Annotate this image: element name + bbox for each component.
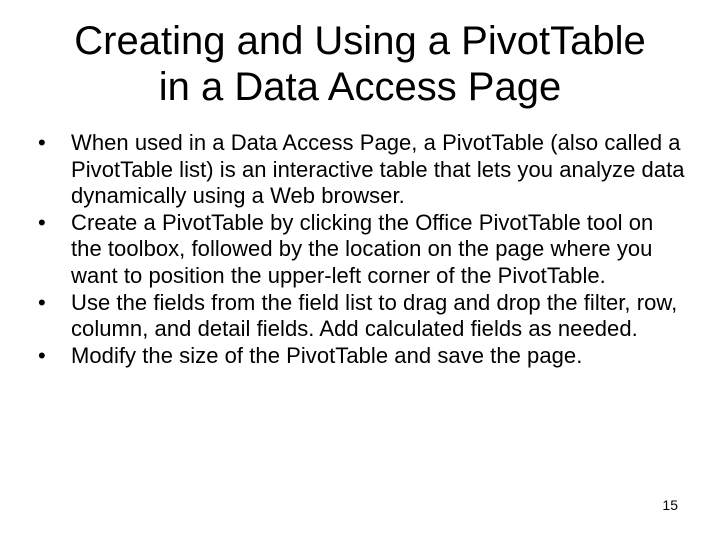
bullet-item bbox=[38, 290, 688, 343]
bullet-icon: • bbox=[38, 209, 46, 235]
slide-title-line-2: in a Data Access Page bbox=[158, 65, 562, 109]
slide-title bbox=[30, 18, 690, 110]
bullet-icon: • bbox=[38, 342, 46, 368]
bullet-icon: • bbox=[38, 289, 46, 315]
bullet-item bbox=[38, 343, 688, 370]
bullet-text: When used in a Data Access Page, a PivotTable (also called a PivotTable list) is an interactive table that lets you analyze data dynamically using a Web browser. bbox=[71, 130, 685, 209]
bullet-item bbox=[38, 210, 688, 290]
bullet-item bbox=[38, 130, 688, 210]
bullet-text: Modify the size of the PivotTable and save the page. bbox=[71, 342, 583, 368]
bullet-text: Use the fields from the field list to drag and drop the filter, row, column, and detail fields. Add calculated fields as needed. bbox=[71, 289, 678, 342]
bullet-list bbox=[38, 130, 688, 369]
page-number: 15 bbox=[662, 497, 678, 513]
bullet-text: Create a PivotTable by clicking the Office PivotTable tool on the toolbox, followed by the location on the page where you want to position the upper-left corner of the PivotTable. bbox=[71, 209, 654, 288]
slide-title-line-1: Creating and Using a PivotTable bbox=[74, 19, 646, 63]
bullet-icon: • bbox=[38, 130, 46, 155]
